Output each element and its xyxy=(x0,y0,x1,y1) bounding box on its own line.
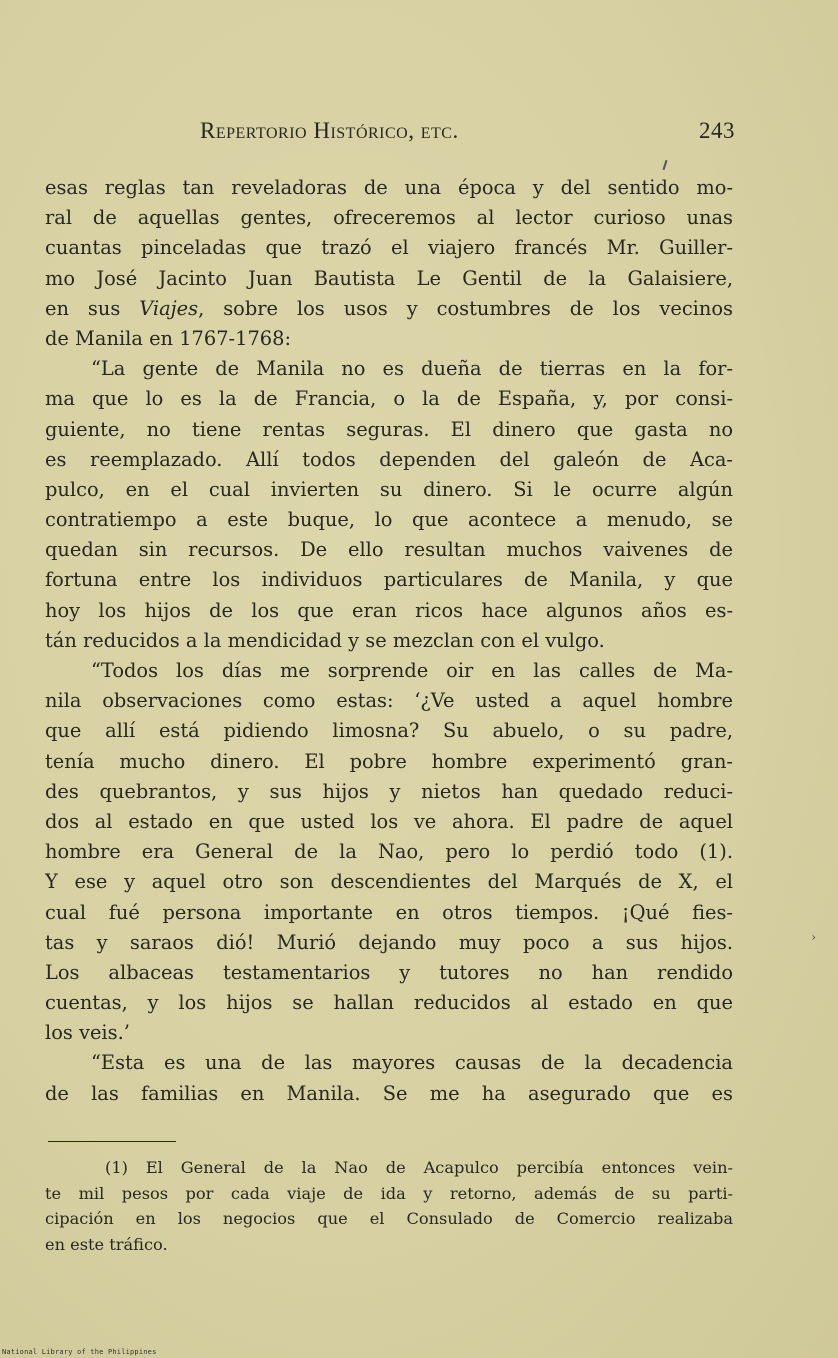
print-mark xyxy=(663,160,668,170)
text-line: hoy los hijos de los que eran ricos hace algunos años es- xyxy=(45,598,733,622)
text-line: “Esta es una de las mayores causas de la decadencia xyxy=(91,1051,733,1075)
text-line: fortuna entre los individuos particulares de Manila, y que xyxy=(45,568,733,592)
text-line: pulco, en el cual invierten su dinero. Si le ocurre algún xyxy=(45,477,733,501)
body-text xyxy=(45,173,733,1109)
footnote-line: en este tráfico. xyxy=(45,1234,168,1254)
footnote-line: te mil pesos por cada viaje de ida y retorno, además de su parti- xyxy=(45,1183,733,1203)
text-line: “La gente de Manila no es dueña de tierras en la for- xyxy=(91,357,733,381)
text-line: Los albaceas testamentarios y tutores no han rendido xyxy=(45,960,733,984)
text-line: “Todos los días me sorprende oir en las calles de Ma- xyxy=(91,659,733,682)
text-line: tas y saraos dió! Murió dejando muy poco a sus hijos. xyxy=(45,930,733,954)
text-line: cuentas, y los hijos se hallan reducidos al estado en que xyxy=(45,991,733,1015)
footnote-rule xyxy=(48,1141,176,1142)
running-head xyxy=(200,118,735,152)
text-line: quedan sin recursos. De ello resultan muchos vaivenes de xyxy=(45,538,733,562)
margin-mark: › xyxy=(811,930,816,944)
footnote-line: cipación en los negocios que el Consulado de Comercio realizaba xyxy=(45,1209,733,1228)
text-line: de Manila en 1767-1768: xyxy=(45,326,291,350)
text-line: mo José Jacinto Juan Bautista Le Gentil de la Galaisiere, xyxy=(45,266,733,290)
text-line: tenía mucho dinero. El pobre hombre experimentó gran- xyxy=(45,749,733,773)
text-line: des quebrantos, y sus hijos y nietos han quedado reduci- xyxy=(45,779,733,803)
text-line: contratiempo a este buque, lo que acontece a menudo, se xyxy=(45,508,733,532)
text-line: nila observaciones como estas: ‘¿Ve usted a aquel hombre xyxy=(45,689,733,713)
italic-title: Viajes xyxy=(139,296,199,320)
text-line: tán reducidos a la mendicidad y se mezclan con el vulgo. xyxy=(45,628,605,652)
text-line: cual fué persona importante en otros tiempos. ¡Qué fies- xyxy=(45,900,733,924)
text-line: dos al estado en que usted los ve ahora. El padre de aquel xyxy=(45,809,733,833)
text-line: Y ese y aquel otro son descendientes del Marqués de X, el xyxy=(45,870,733,894)
text-line: guiente, no tiene rentas seguras. El dinero que gasta no xyxy=(45,417,733,441)
text-line: los veis.’ xyxy=(45,1021,130,1045)
text-line: ma que lo es la de Francia, o la de España, y, por consi- xyxy=(45,387,733,411)
text-line: es reemplazado. Allí todos dependen del galeón de Aca- xyxy=(45,447,733,471)
text-line: de las familias en Manila. Se me ha asegurado que es xyxy=(45,1081,733,1105)
text-line: hombre era General de la Nao, pero lo perdió todo (1). xyxy=(45,840,733,864)
text-line: ral de aquellas gentes, ofreceremos al lector curioso unas xyxy=(45,206,733,230)
footnote xyxy=(45,1155,733,1257)
library-watermark: National Library of the Philippines xyxy=(2,1348,157,1356)
text-line: esas reglas tan reveladoras de una época y del sentido mo- xyxy=(45,176,733,199)
page-number: 243 xyxy=(699,118,735,143)
text-line: en sus Viajes, sobre los usos y costumbres de los vecinos xyxy=(45,296,733,320)
running-title: Repertorio Histórico, etc. xyxy=(200,118,459,143)
text-line: cuantas pinceladas que trazó el viajero francés Mr. Guiller- xyxy=(45,236,733,260)
text-line: que allí está pidiendo limosna? Su abuelo, o su padre, xyxy=(45,719,733,743)
footnote-line: (1) El General de la Nao de Acapulco percibía entonces vein- xyxy=(105,1158,733,1177)
